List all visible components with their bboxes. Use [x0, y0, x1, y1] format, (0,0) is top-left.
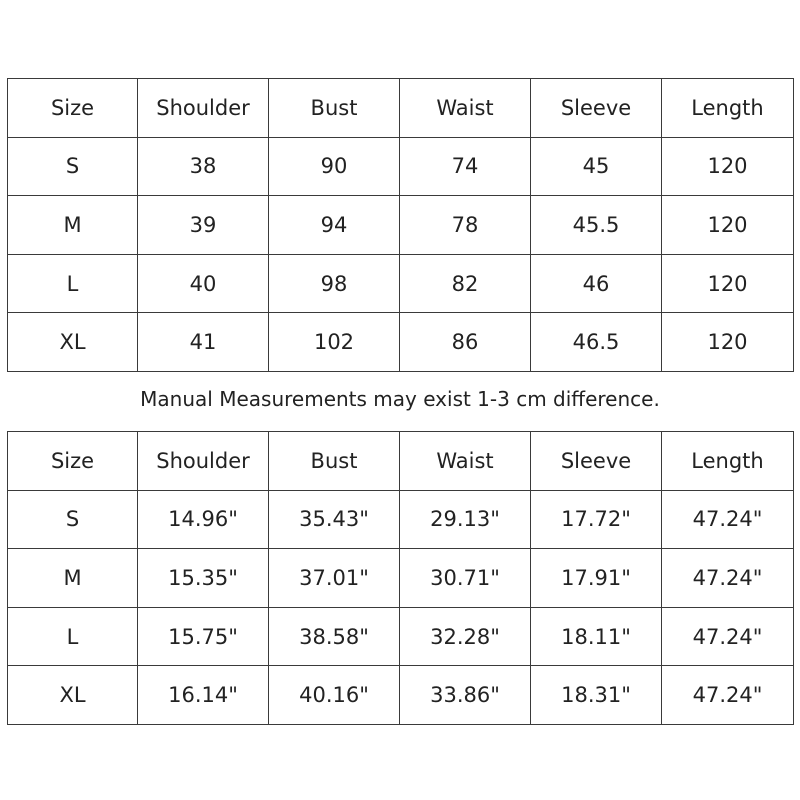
table-cell: 16.14": [138, 666, 269, 725]
table-cell: 40: [138, 254, 269, 313]
table-cell: 18.11": [531, 607, 662, 666]
size-table-cm: [7, 78, 794, 372]
table-cell: 120: [662, 137, 794, 196]
table-cell: 32.28": [400, 607, 531, 666]
table-cell: M: [8, 549, 138, 608]
table-cell: 18.31": [531, 666, 662, 725]
table-cell: 45.5: [531, 196, 662, 255]
table-cell: 47.24": [662, 490, 794, 549]
table-cell: S: [8, 137, 138, 196]
table-cell: 120: [662, 313, 794, 372]
table-cell: 33.86": [400, 666, 531, 725]
header-cell: Waist: [400, 432, 531, 491]
table-cell: 78: [400, 196, 531, 255]
table-cell: 45: [531, 137, 662, 196]
table-cell: 38: [138, 137, 269, 196]
table-cell: 90: [269, 137, 400, 196]
table-cell: XL: [8, 313, 138, 372]
header-cell: Sleeve: [531, 432, 662, 491]
header-cell: Length: [662, 79, 794, 138]
table-cell: 17.91": [531, 549, 662, 608]
table-cell: 14.96": [138, 490, 269, 549]
table-cell: 15.75": [138, 607, 269, 666]
table-row: [8, 137, 794, 196]
table-row: [8, 254, 794, 313]
header-cell: Size: [8, 79, 138, 138]
table-cell: 39: [138, 196, 269, 255]
table-cell: S: [8, 490, 138, 549]
table-cell: 37.01": [269, 549, 400, 608]
table-cell: 40.16": [269, 666, 400, 725]
table-cell: 41: [138, 313, 269, 372]
table-cell: 47.24": [662, 607, 794, 666]
header-cell: Shoulder: [138, 432, 269, 491]
table-cell: 47.24": [662, 549, 794, 608]
table-row: [8, 607, 794, 666]
header-cell: Bust: [269, 432, 400, 491]
table-cell: 82: [400, 254, 531, 313]
table-cell: 74: [400, 137, 531, 196]
header-cell: Waist: [400, 79, 531, 138]
table-cell: 47.24": [662, 666, 794, 725]
table-cell: 94: [269, 196, 400, 255]
table-cell: L: [8, 607, 138, 666]
table-cell: 15.35": [138, 549, 269, 608]
header-cell: Sleeve: [531, 79, 662, 138]
table-row: [8, 313, 794, 372]
table-cell: 35.43": [269, 490, 400, 549]
table-cell: 86: [400, 313, 531, 372]
table-header-row: [8, 79, 794, 138]
table-cell: 120: [662, 196, 794, 255]
header-cell: Shoulder: [138, 79, 269, 138]
measurement-note: Manual Measurements may exist 1-3 cm difference.: [140, 387, 660, 411]
table-cell: M: [8, 196, 138, 255]
table-cell: XL: [8, 666, 138, 725]
table-cell: 102: [269, 313, 400, 372]
table-cell: 120: [662, 254, 794, 313]
table-cell: 29.13": [400, 490, 531, 549]
table-row: [8, 549, 794, 608]
header-cell: Bust: [269, 79, 400, 138]
table-cell: 30.71": [400, 549, 531, 608]
table-cell: L: [8, 254, 138, 313]
table-cell: 98: [269, 254, 400, 313]
table-cell: 46.5: [531, 313, 662, 372]
table-header-row: [8, 432, 794, 491]
table-row: [8, 196, 794, 255]
table-row: [8, 490, 794, 549]
table-row: [8, 666, 794, 725]
table-cell: 17.72": [531, 490, 662, 549]
header-cell: Length: [662, 432, 794, 491]
header-cell: Size: [8, 432, 138, 491]
table-cell: 46: [531, 254, 662, 313]
size-table-inches: [7, 431, 794, 725]
table-cell: 38.58": [269, 607, 400, 666]
